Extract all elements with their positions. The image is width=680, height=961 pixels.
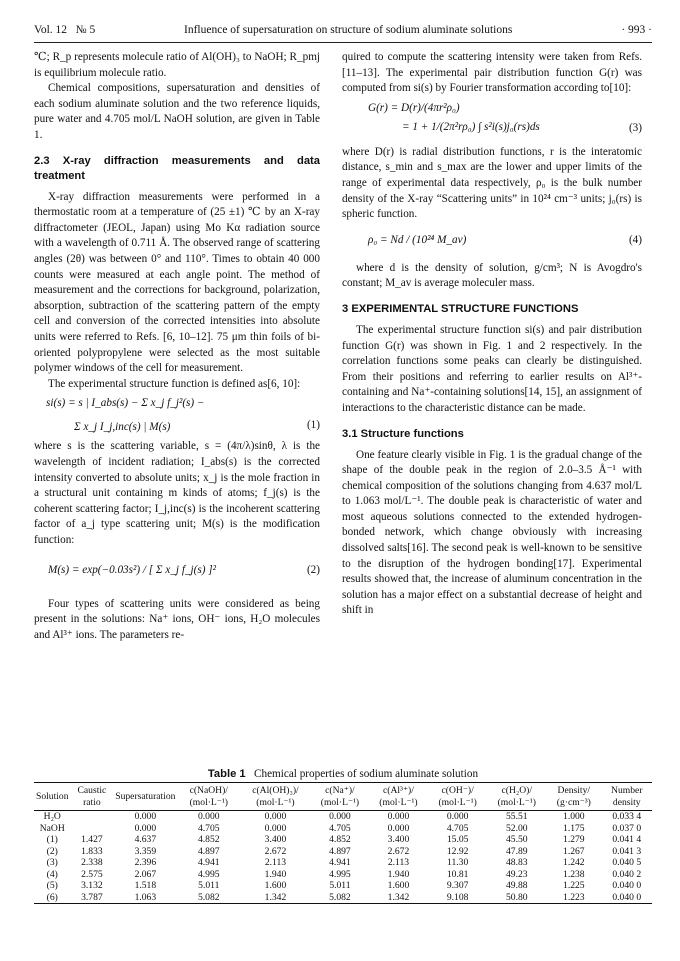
volume-issue: Vol. 12 № 5 [34,24,96,36]
section-heading-2-3: 2.3 X-ray diffraction measurements and data treatment [34,154,320,182]
table-cell: 0.041 4 [612,834,642,845]
paragraph: quired to compute the scattering intensity were taken from Refs. [11–13]. The experimental pair distribution function G(r) was computed from si(s) by Fourier transformation according to[10]: [342,51,642,95]
table-cell: 45.50 [505,834,528,845]
table-header-cell: Density/ (g·cm⁻³) [546,783,601,811]
paragraph: The experimental structure function is defined as[6, 10]: [48,377,301,390]
table-cell: 0.000 [134,822,157,834]
table-header-cell: c(OH⁻)/ (mol·L⁻¹) [428,783,488,811]
paragraph: where D(r) is radial distribution functions, r is the interatomic distance, s_min and s_max are the lower and upper limits of the range of experimental data respectively, ρ₀ is the bulk number density of the X-ray “Scattering units” in 10²⁴ cm⁻³ units; j₀(rs) is spheric function. [342,145,642,221]
table-cell: 48.83 [505,857,528,868]
table-cell: 0.040 5 [612,857,642,868]
left-column [34,50,320,643]
table-cell: H₂O [43,811,61,822]
table-caption: Table 1 Chemical properties of sodium aluminate solution [207,768,479,780]
table-cell: 1.342 [240,892,311,904]
table-cell: 1.940 [387,868,410,880]
table-header-cell: c(H₂O)/ (mol·L⁻¹) [487,783,546,811]
equation-number: (1) [306,419,320,432]
table-cell: 1.267 [563,845,585,857]
equation-3: G(r) = D(r)/(4πr²ρ₀) = 1 + 1/(2π²rρ₀) ∫ s²i(s)j₀(rs)ds (3) [342,101,642,141]
section-heading-3: 3 EXPERIMENTAL STRUCTURE FUNCTIONS [342,302,579,315]
paragraph: Chemical compositions, supersaturation and densities of each sodium aluminate solution and the two reference liquids, pure water and 4.705 mol/L NaOH solution, are given in Table 1. [34,82,320,141]
table-row [34,834,652,846]
table-cell: 1.940 [264,868,287,880]
running-title: Influence of supersaturation on structure of sodium aluminate solutions [184,24,513,36]
table-cell: 1.225 [563,880,585,891]
table-cell: 4.852 [329,834,351,845]
table-cell [71,811,114,823]
table-cell: 0.033 4 [612,811,642,822]
table-cell: 4.897 [197,845,220,857]
table-cell [71,823,114,835]
table-cell: 11.30 [447,857,469,868]
table-header-cell: Caustic ratio [71,783,114,811]
table-cell: 4.995 [197,868,220,880]
table-cell: 0.000 [329,811,351,822]
paragraph: One feature clearly visible in Fig. 1 is the gradual change of the shape of the double peak in the region of 2.0–3.5 Å⁻¹ with chemical composition of the solutions changing from 4.637 mol/L to 1.063 mol/L⁻¹. The double peak is characteristic of water and most aqueous solutions connected to the extended hydrogen-bonded network, which change obviously with increasing dissolved salts[16]. The second peak is well-known to be sensitive to the disruption of the hydrogen bonding[17]. Experimental results showed that, the increase of aluminum concentration in the solution has a major effect on a substantial decrease of height and shift in [342,448,642,617]
table-cell: 1.833 [81,845,103,857]
table-cell: 2.672 [387,845,410,857]
table-cell: 4.705 [329,822,351,834]
table-row [34,846,652,858]
table-cell: 9.307 [446,880,469,891]
table-cell: 0.000 [446,811,469,822]
table-cell: 2.396 [134,857,157,868]
table-cell: 1.518 [134,880,157,891]
table-cell: 1.279 [563,834,585,845]
table-cell: 5.082 [311,892,369,904]
table-row [34,869,652,881]
table-cell: 0.041 3 [612,845,642,857]
table-cell: 15.05 [446,834,469,845]
table-cell: 0.000 [264,811,287,822]
table-cell: 0.040 0 [602,892,652,904]
table-header-cell: c(NaOH)/ (mol·L⁻¹) [177,783,240,811]
table-cell: (6) [34,892,71,904]
table-cell: 3.400 [387,834,410,845]
table-row [34,811,652,823]
table-cell: 4.705 [197,822,220,834]
table-cell: 1.600 [387,880,410,891]
paragraph: X-ray diffraction measurements were performed in a thermostatic room at a temperature of (25 ±1) ℃ by an X-ray diffractometer (JEOL, Japan) using Mo Kα radiation source with a wavelength of 0.711 Å. The observed range of scattering angles (2θ) was between 0° and 110°. Times to obtain 40 000 counts were measured at each angle point. The method of measurement and the corrections for background, polarization, absorption, subtraction of the scattering pattern of the empty cell and conversion of the corrected intensities into absolute units were referred to Refs. [6, 10–12]. 75 μm thin foils of bi-oriented polypropylene were selected as the most suitable polymer windows of the cell for measurement. [34,190,320,375]
table-cell: 49.23 [505,868,528,880]
table-cell: 5.011 [198,880,220,891]
table-cell: 1.427 [81,834,103,845]
table-cell: (2) [46,845,58,857]
section-heading-3-1: 3.1 Structure functions [342,427,464,440]
table-cell: 3.132 [81,880,103,891]
table-cell: 4.995 [329,868,351,880]
table-cell: 3.787 [71,892,114,904]
table-header-cell: Number density [602,783,652,811]
table-header-cell: c(Na⁺)/ (mol·L⁻¹) [311,783,369,811]
table-cell: 52.00 [505,822,528,834]
table-cell: 4.637 [134,834,157,845]
table-cell: (3) [46,857,58,868]
paragraph: ℃; R_p represents molecule ratio of Al(OH)₃ to NaOH; R_pmj is equilibrium molecule ratio. [34,51,320,79]
table-cell: 5.011 [329,880,351,891]
table-header-cell: Solution [34,783,71,811]
table-cell: 2.338 [81,857,103,868]
table-cell: 0.040 2 [612,868,642,880]
table-cell: 4.941 [197,857,220,868]
table-cell: 2.067 [134,868,157,880]
table-cell: 1.223 [546,892,601,904]
table-cell: 12.92 [446,845,469,857]
table-row [34,857,652,869]
table-row [34,880,652,892]
table-header-cell: c(Al(OH)₃)/ (mol·L⁻¹) [240,783,311,811]
table-row [34,892,652,904]
page-number: · 993 · [621,24,652,36]
equation-number: (3) [628,121,642,134]
table-cell: 4.852 [197,834,220,845]
equation-4: ρ₀ = Nd / (10²⁴ M_av) (4) [342,227,642,257]
equation-1: si(s) = s | I_abs(s) − Σ x_j f_j²(s) − Σ x_j I_j,inc(s) | M(s) (1) [46,397,320,433]
running-header [34,24,652,43]
table-cell: 2.672 [264,845,287,857]
table-cell: (5) [46,880,58,891]
table-cell: 0.040 0 [612,880,642,891]
table-cell: 0.037 0 [612,822,642,834]
table-cell: 1.242 [563,857,585,868]
paragraph: where d is the density of solution, g/cm³; N is Avogdro's constant; M_av is average moleculer mass. [342,261,642,290]
table-cell: (1) [46,834,58,845]
table-cell: 9.108 [428,892,488,904]
table-cell: 4.941 [329,857,351,868]
equation-number: (4) [628,233,642,246]
table-cell: 0.000 [197,811,220,822]
table-cell: 55.51 [505,811,528,822]
table-cell: 4.705 [446,822,469,834]
equation-2: M(s) = exp(−0.03s²) / [ Σ x_j f_j(s) ]² (2) [34,553,320,593]
table-1 [34,768,652,904]
table-cell: 0.000 [134,811,157,822]
right-column [342,50,642,619]
paragraph: where s is the scattering variable, s = (4π/λ)sinθ, λ is the wavelength of incident radiation; I_abs(s) is the corrected intensity converted to absolute units; x_j is the mole fraction in a structural unit containing m kinds of atoms; f_j(s) is the coherent scattering factor; I_j,inc(s) is the incoherent scattering factor of a_j type scattering unit; M(s) is the modification function: [34,440,320,547]
data-table [34,782,652,904]
equation-number: (2) [306,563,320,576]
table-header-cell: c(Al³⁺)/ (mol·L⁻¹) [369,783,428,811]
table-cell: 1.238 [563,868,585,880]
table-cell: 1.342 [369,892,428,904]
table-cell: 0.000 [387,811,410,822]
table-row [34,823,652,835]
table-cell: 1.175 [563,822,585,834]
table-cell: 1.000 [563,811,585,822]
table-cell: 47.89 [505,845,528,857]
paragraph: The experimental structure function si(s) and pair distribution function G(r) was shown in Fig. 1 and 2 respectively. In the correlation functions some peaks can clearly be distinguished. From their positions and referring to earlier results on Al³⁺-containing and Na⁺-containing solutions[14, 15], an assignment of interactions to the characteristic distance can be made. [342,323,642,414]
table-cell: 0.000 [264,822,287,834]
table-cell: 2.575 [81,868,103,880]
table-cell: 2.113 [264,857,287,868]
table-cell: 3.400 [264,834,287,845]
table-header-cell: Supersaturation [113,783,177,811]
table-cell: 3.359 [134,845,157,857]
table-cell: 50.80 [487,892,546,904]
table-cell: NaOH [39,822,65,834]
table-cell: (4) [46,868,58,880]
paragraph: Four types of scattering units were considered as being present in the solutions: Na⁺ ions, OH⁻ ions, H₂O molecules and Al³⁺ ions. The parameters re- [34,597,320,641]
table-cell: 49.88 [505,880,528,891]
table-cell: 5.082 [177,892,240,904]
table-cell: 10.81 [446,868,469,880]
table-cell: 2.113 [387,857,410,868]
table-cell: 1.600 [264,880,287,891]
table-cell: 4.897 [329,845,351,857]
table-cell: 0.000 [387,822,410,834]
table-cell: 1.063 [113,892,177,904]
